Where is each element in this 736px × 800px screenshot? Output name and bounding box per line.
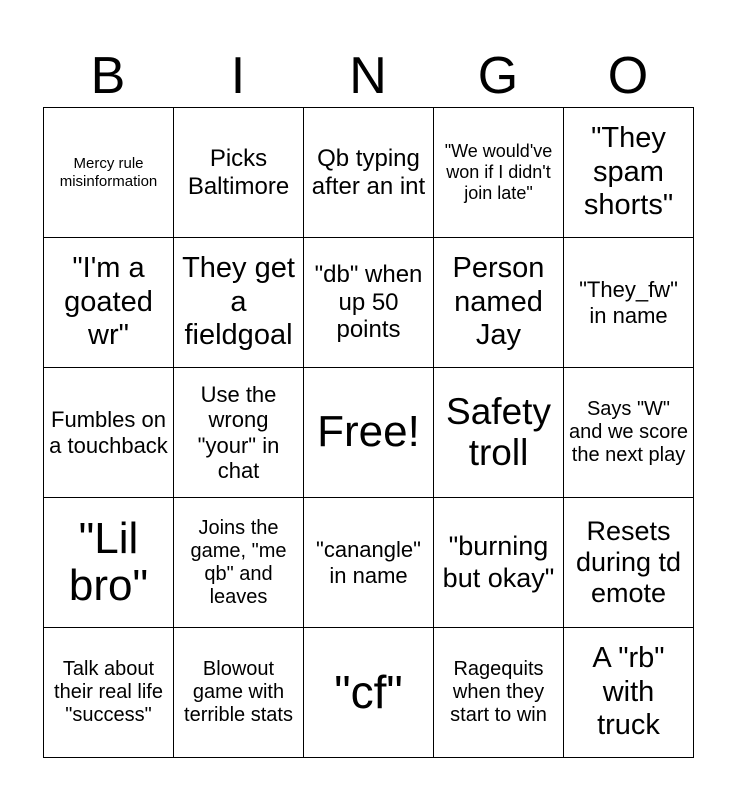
- bingo-cell[interactable]: Talk about their real life "success": [44, 628, 174, 758]
- bingo-cell[interactable]: Fumbles on a touchback: [44, 368, 174, 498]
- bingo-cell[interactable]: They get a fieldgoal: [174, 238, 304, 368]
- header-letter-n: N: [349, 47, 387, 105]
- bingo-cell[interactable]: Safety troll: [434, 368, 564, 498]
- bingo-row: [44, 368, 694, 498]
- header-letter-o: O: [607, 47, 649, 105]
- bingo-cell[interactable]: Says "W" and we score the next play: [564, 368, 694, 498]
- bingo-cell[interactable]: Qb typing after an int: [304, 108, 434, 238]
- bingo-cell[interactable]: Resets during td emote: [564, 498, 694, 628]
- bingo-cell[interactable]: "burning but okay": [434, 498, 564, 628]
- bingo-row: [44, 238, 694, 368]
- bingo-header: [43, 44, 693, 108]
- bingo-cell[interactable]: Use the wrong "your" in chat: [174, 368, 304, 498]
- bingo-cell[interactable]: Ragequits when they start to win: [434, 628, 564, 758]
- bingo-cell[interactable]: Picks Baltimore: [174, 108, 304, 238]
- header-letter-b: B: [90, 47, 126, 105]
- bingo-cell[interactable]: "I'm a goated wr": [44, 238, 174, 368]
- bingo-card: [43, 107, 694, 758]
- bingo-cell[interactable]: Joins the game, "me qb" and leaves: [174, 498, 304, 628]
- bingo-cell[interactable]: A "rb" with truck: [564, 628, 694, 758]
- bingo-cell[interactable]: Person named Jay: [434, 238, 564, 368]
- bingo-row: [44, 108, 694, 238]
- bingo-cell[interactable]: "They_fw" in name: [564, 238, 694, 368]
- bingo-cell[interactable]: "cf": [304, 628, 434, 758]
- bingo-cell[interactable]: "Lil bro": [44, 498, 174, 628]
- bingo-row: [44, 498, 694, 628]
- bingo-cell[interactable]: "db" when up 50 points: [304, 238, 434, 368]
- bingo-cell[interactable]: Blowout game with terrible stats: [174, 628, 304, 758]
- bingo-cell[interactable]: "They spam shorts": [564, 108, 694, 238]
- bingo-row: [44, 628, 694, 758]
- free-space-cell[interactable]: Free!: [304, 368, 434, 498]
- bingo-cell[interactable]: "canangle" in name: [304, 498, 434, 628]
- header-letter-g: G: [477, 47, 519, 105]
- header-letter-i: I: [230, 47, 246, 105]
- bingo-cell[interactable]: "We would've won if I didn't join late": [434, 108, 564, 238]
- bingo-cell[interactable]: Mercy rule misinformation: [44, 108, 174, 238]
